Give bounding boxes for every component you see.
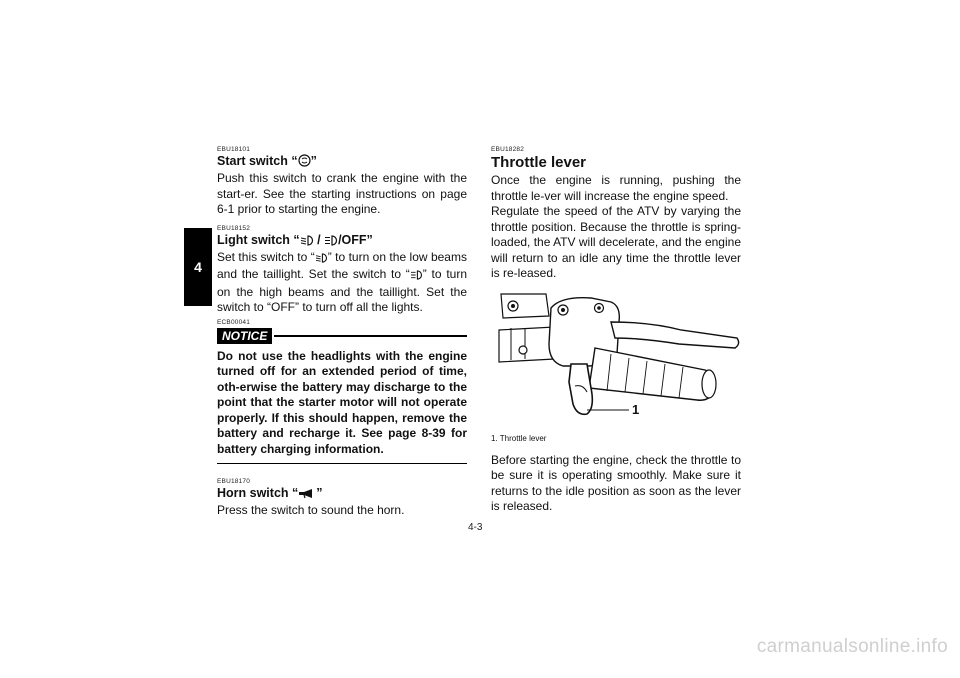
right-column: [491, 146, 741, 515]
page-number: 4-3: [468, 522, 483, 533]
notice-rule: [274, 335, 467, 337]
light-switch-body: Set this switch to “ ” to turn on the low beams and the taillight. Set the switch to “ ” to turn on the high beams and the taillight. Set the switch to “OFF” to turn off all the lights.: [217, 249, 467, 314]
section-code: ECB00041: [217, 318, 251, 326]
watermark: carmanualsonline.info: [756, 636, 948, 657]
notice-text: Do not use the headlights with the engine turned off for an extended period of time, oth-erwise the battery may discharge to the point that the starter motor will not operate properly. If this should happen, remove the battery and recharge it. See page 8-39 for battery charging information.: [217, 349, 467, 465]
section-code: EBU18282: [491, 146, 525, 153]
figure-caption: 1. Throttle lever: [491, 433, 547, 443]
throttle-heading: Throttle lever: [491, 154, 587, 171]
horn-switch-body: Press the switch to sound the horn.: [217, 503, 405, 517]
horn-icon: [298, 488, 316, 503]
start-switch-body: Push this switch to crank the engine with the start-er. See the starting instructions on page 6-1 prior to starting the engine.: [217, 171, 467, 216]
figure-callout: 1: [632, 401, 640, 417]
throttle-body-2: Regulate the speed of the ATV by varying the throttle position. Because the throttle is spring-loaded, the ATV will decelerate, and the engine will return to an idle any time the throttle lever is re-leased.: [491, 204, 741, 280]
throttle-lever-illustration: [491, 292, 741, 430]
high-beam-icon: [324, 235, 338, 250]
chapter-tab: 4: [184, 228, 212, 306]
left-column: [217, 146, 467, 519]
throttle-body-1: Once the engine is running, pushing the throttle le-ver will increase the engine speed.: [491, 173, 741, 203]
start-switch-heading: Start switch “ ”: [217, 154, 467, 171]
section-code: EBU18170: [217, 478, 251, 485]
throttle-body-3: Before starting the engine, check the throttle to be sure it is operating smoothly. Make sure it returns to the idle position as soon as the lever is released.: [491, 452, 741, 513]
start-icon: [298, 154, 311, 171]
horn-switch-heading: Horn switch “ ”: [217, 486, 467, 503]
light-switch-heading: Light switch “ / /OFF”: [217, 233, 467, 250]
section-code: EBU18152: [217, 224, 251, 232]
notice-header: [217, 328, 467, 344]
notice-badge: NOTICE: [217, 328, 272, 344]
section-code: EBU18101: [217, 146, 251, 153]
high-beam-icon: [410, 269, 423, 285]
low-beam-icon: [315, 252, 328, 268]
low-beam-icon: [300, 235, 314, 250]
